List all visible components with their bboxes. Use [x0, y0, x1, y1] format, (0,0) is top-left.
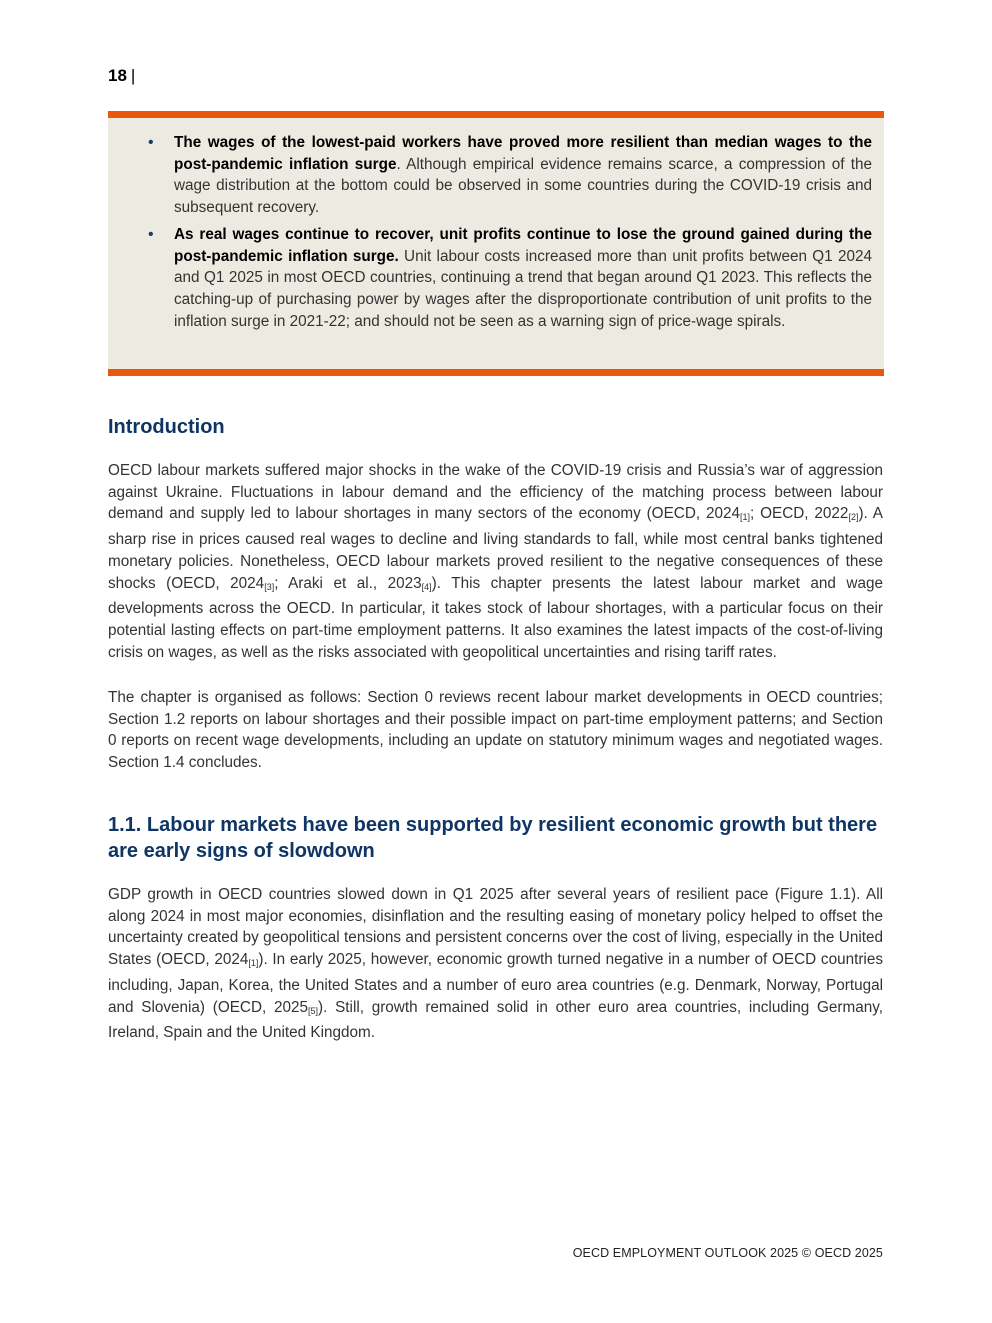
text-run: ). Still, growth remained solid in other euro area countries, including Germany, Ireland, Spain and the United Kingdom. — [108, 998, 883, 1042]
citation-link[interactable]: [1] — [248, 958, 259, 969]
key-findings-box — [108, 111, 884, 376]
text-run: OECD labour markets suffered major shocks in the wake of the COVID-19 crisis and Russia’s war of aggression against Ukraine. Fluctuations in labour demand and the efficiency of the matching process between labour demand and supply led to labour shortages in many sectors of the economy (OECD, 2024 — [108, 462, 883, 523]
key-finding-text: . Although empirical evidence remains scarce, a compression of the wage distribution at the bottom could be observed in some countries during the COVID-19 crisis and subsequent recovery. — [174, 155, 873, 217]
text-run: ). In early 2025, however, economic growth turned negative in a number of OECD countries including, Japan, Korea, the United States and a number of euro area countries (e.g. Denmark, Norway, Portugal and Slovenia) (OECD, 2025 — [108, 951, 883, 1016]
citation-link[interactable]: [3] — [264, 581, 275, 592]
key-finding-bold: The wages of the lowest-paid workers have proved more resilient than median wages to the post-pandemic inflation surge — [174, 134, 872, 173]
page-number: 18 — [108, 66, 127, 85]
section-1-1-heading: 1.1. Labour markets have been supported by resilient economic growth but there are early signs of slowdown — [108, 814, 878, 862]
text-run: ; Araki et al., 2023 — [274, 574, 422, 592]
text-run: ; OECD, 2022 — [750, 505, 849, 523]
text-run: GDP growth in OECD countries slowed down in Q1 2025 after several years of resilient pace (Figure 1.1). All along 2024 in most major economies, disinflation and the resulting easing of monetary policy helped to offset the uncertainty created by geopolitical tensions and persistent concerns over the cost of living, especially in the United States (OECD, 2024 — [108, 886, 883, 969]
key-finding-text: Unit labour costs increased more than unit profits between Q1 2024 and Q1 2025 in most OECD countries, continuing a trend that began around Q1 2023. This reflects the catching-up of purchasing power by wages after the disproportionate contribution of unit profits to the inflation surge in 2021-22; and should not be seen as a warning sign of price-wage spirals. — [174, 247, 872, 330]
page-footer: OECD EMPLOYMENT OUTLOOK 2025 © OECD 2025 — [572, 1246, 883, 1260]
citation-link[interactable]: [5] — [308, 1005, 319, 1016]
header-separator: | — [130, 66, 136, 85]
introduction-heading: Introduction — [108, 416, 225, 438]
text-run: ). This chapter presents the latest labour market and wage developments across the OECD. In particular, it takes stock of labour shortages, with a particular focus on their potential lasting effects on part-time employment patterns. It also examines the latest impacts of the cost-of-living crisis on wages, as well as the risks associated with geopolitical uncertainties and rising tariff rates. — [108, 574, 884, 661]
bullet-icon: • — [148, 134, 154, 151]
key-findings-list — [108, 118, 884, 332]
bullet-icon: • — [148, 225, 154, 243]
introduction-paragraph-2: The chapter is organised as follows: Section 0 reviews recent labour market developments in OECD countries; Section 1.2 reports on labour shortages and their possible impact on part-time employment patterns; and Section 0 reports on recent wage developments, including an update on statutory minimum wages and negotiated wages. Section 1.4 concludes. — [108, 689, 883, 772]
citation-link[interactable]: [2] — [848, 512, 859, 523]
section-1-1-paragraph-1 — [108, 884, 883, 1044]
text-run: ). A sharp rise in prices caused real wages to decline and living standards to fall, while most central banks tightened monetary policies. Nonetheless, OECD labour markets proved resilient to the negative consequences of these shocks (OECD, 2024 — [108, 505, 884, 592]
introduction-paragraph-1 — [108, 460, 883, 663]
key-finding-item — [148, 132, 873, 219]
citation-link[interactable]: [1] — [740, 512, 751, 523]
key-finding-bold: As real wages continue to recover, unit profits continue to lose the ground gained during the post-pandemic inflation surge. — [174, 225, 872, 265]
page-header — [108, 65, 135, 87]
key-finding-item — [148, 224, 872, 333]
citation-link[interactable]: [4] — [421, 581, 432, 592]
